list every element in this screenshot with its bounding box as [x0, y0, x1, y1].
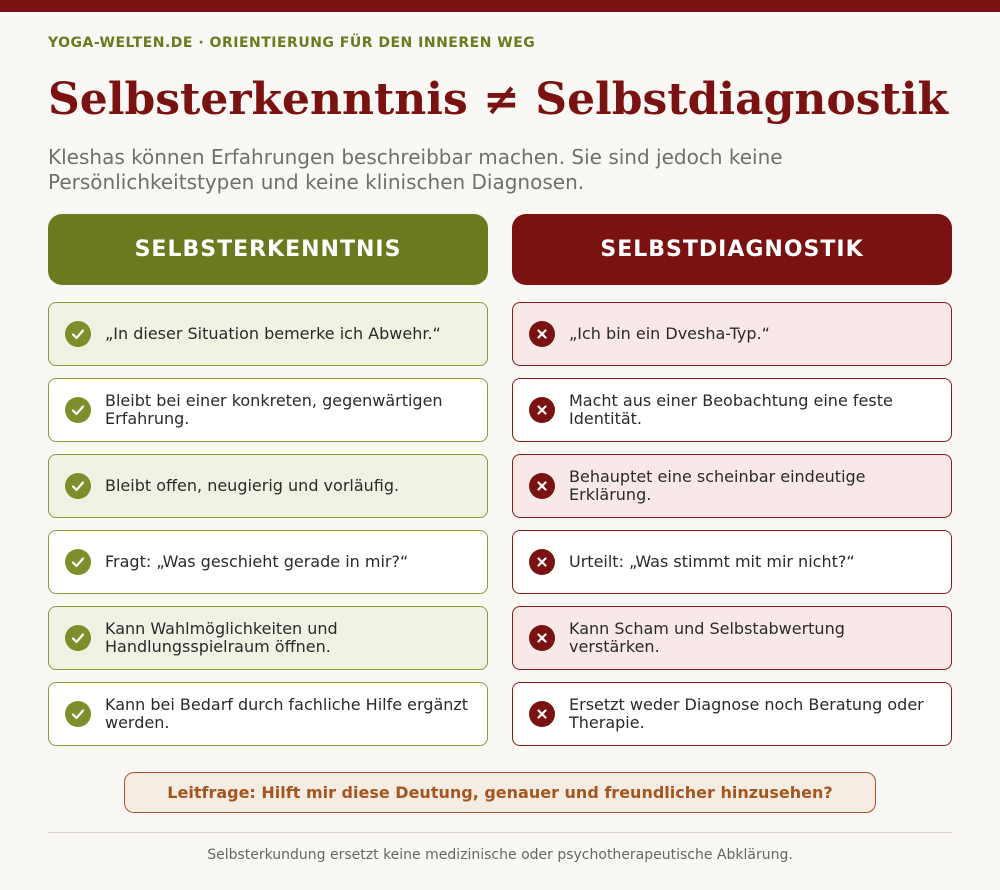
list-item	[48, 302, 488, 366]
check-icon	[65, 625, 91, 651]
check-icon	[65, 549, 91, 575]
list-item	[48, 378, 488, 442]
list-item	[512, 454, 952, 518]
cross-icon	[529, 473, 555, 499]
selbstdiagnostik-list	[512, 302, 952, 746]
list-item-text: Fragt: „Was geschieht gerade in mir?“	[105, 552, 409, 571]
page-title: Selbsterkenntnis ≠ Selbstdiagnostik	[48, 74, 949, 125]
selbstdiagnostik-heading: SELBSTDIAGNOSTIK	[512, 214, 952, 285]
top-accent-bar	[0, 0, 1000, 12]
list-item	[512, 378, 952, 442]
list-item	[48, 530, 488, 594]
list-item	[48, 682, 488, 746]
list-item-text: Kann bei Bedarf durch fachliche Hilfe ergänzt werden.	[105, 695, 469, 732]
leitfrage-box: Leitfrage: Hilft mir diese Deutung, genauer und freundlicher hinzusehen?	[124, 772, 876, 813]
list-item-text: Ersetzt weder Diagnose noch Beratung oder Therapie.	[569, 695, 924, 732]
list-item-text: „Ich bin ein Dvesha-Typ.“	[569, 324, 770, 343]
check-icon	[65, 701, 91, 727]
list-item-text: „In dieser Situation bemerke ich Abwehr.“	[105, 324, 441, 343]
list-item	[48, 454, 488, 518]
check-icon	[65, 397, 91, 423]
cross-icon	[529, 549, 555, 575]
list-item	[512, 530, 952, 594]
list-item	[512, 606, 952, 670]
selbsterkenntnis-heading: SELBSTERKENNTNIS	[48, 214, 488, 285]
site-tagline: YOGA-WELTEN.DE · ORIENTIERUNG FÜR DEN INNEREN WEG	[48, 35, 536, 51]
footer-divider	[48, 832, 952, 833]
selbstdiagnostik-column	[512, 214, 952, 758]
selbsterkenntnis-column	[48, 214, 488, 758]
cross-icon	[529, 701, 555, 727]
list-item-text: Bleibt bei einer konkreten, gegenwärtigen Erfahrung.	[105, 391, 443, 428]
list-item-text: Kann Scham und Selbstabwertung verstärken.	[569, 619, 845, 656]
list-item-text: Urteilt: „Was stimmt mit mir nicht?“	[569, 552, 855, 571]
list-item-text: Bleibt offen, neugierig und vorläufig.	[105, 476, 400, 495]
cross-icon	[529, 397, 555, 423]
cross-icon	[529, 625, 555, 651]
list-item	[48, 606, 488, 670]
list-item-text: Macht aus einer Beobachtung eine feste Identität.	[569, 391, 893, 428]
list-item	[512, 682, 952, 746]
cross-icon	[529, 321, 555, 347]
list-item-text: Behauptet eine scheinbar eindeutige Erklärung.	[569, 467, 866, 504]
check-icon	[65, 473, 91, 499]
selbsterkenntnis-list	[48, 302, 488, 746]
check-icon	[65, 321, 91, 347]
page-subtitle: Kleshas können Erfahrungen beschreibbar machen. Sie sind jedoch keine Persönlichkeitstypen und keine klinischen Diagnosen.	[48, 145, 783, 194]
list-item	[512, 302, 952, 366]
list-item-text: Kann Wahlmöglichkeiten und Handlungsspielraum öffnen.	[105, 619, 338, 656]
footer-disclaimer: Selbsterkundung ersetzt keine medizinische oder psychotherapeutische Abklärung.	[207, 847, 793, 863]
